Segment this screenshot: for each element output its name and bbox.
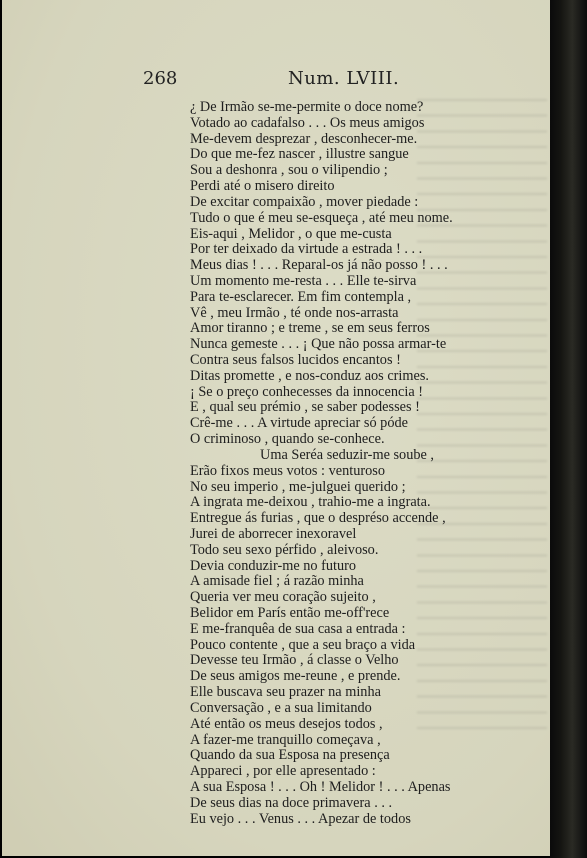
poem-line: Sou a deshonra , sou o vilipendio ; — [190, 162, 388, 179]
poem-line: Devia conduzir-me no futuro — [190, 557, 357, 574]
poem-line: Jurei de aborrecer inexoravel — [190, 525, 357, 542]
book-spine-edge — [550, 0, 587, 858]
poem-line: Entregue ás furias , que o despréso accende , — [190, 510, 446, 527]
poem-line: ¿ De Irmão se-me-permite o doce nome? — [190, 99, 424, 115]
poem-line: No seu imperio , me-julguei querido ; — [190, 478, 406, 495]
poem-line: O criminoso , quando se-conhece. — [190, 431, 385, 448]
poem-line: Conversação , e a sua limitando — [190, 699, 372, 716]
poem-line: Até então os meus desejos todos , — [190, 715, 383, 732]
poem-line: Eis-aqui , Melidor , o que me-custa — [190, 225, 392, 242]
poem-line: De seus amigos me-reune , e prende. — [190, 668, 401, 685]
page-header — [2, 68, 550, 92]
book-page — [2, 0, 550, 856]
poem-line: Me-devem desprezar , desconhecer-me. — [190, 130, 418, 147]
poem-line: Perdi até o misero direito — [190, 178, 335, 195]
poem-line: Uma Seréa seduzir-me soube , — [260, 446, 434, 463]
poem-line: Do que me-fez nascer , illustre sangue — [190, 146, 409, 163]
poem-line: Nunca gemeste . . . ¡ Que não possa armar-te — [190, 336, 447, 353]
poem-line: Votado ao cadafalso . . . Os meus amigos — [190, 114, 425, 131]
poem-line: Appareci , por elle apresentado : — [190, 763, 376, 780]
poem-line: Crê-me . . . A virtude apreciar só póde — [190, 415, 408, 432]
poem-line: Contra seus falsos lucidos encantos ! — [190, 352, 401, 368]
poem-line: Eu vejo . . . Venus . . . Apezar de todos — [190, 810, 411, 827]
poem-line: A amisade fiel ; á razão minha — [190, 573, 364, 590]
poem-line: E me-franquêa de sua casa a entrada : — [190, 620, 406, 637]
poem-line: Erão fixos meus votos : venturoso — [190, 462, 385, 479]
page-number: 268 — [143, 68, 178, 89]
poem-line: A ingrata me-deixou , trahio-me a ingrata. — [190, 494, 431, 511]
poem-line: Pouco contente , que a seu braço a vida — [190, 636, 416, 653]
poem-line: De seus dias na doce primavera . . . — [190, 794, 393, 811]
poem-line: Quando da sua Esposa na presença — [190, 747, 390, 764]
poem-line: Para te-esclarecer. Em fim contempla , — [190, 288, 412, 305]
poem-text — [190, 100, 453, 827]
poem-line: A sua Esposa ! . . . Oh ! Melidor ! . . . Apenas — [190, 778, 451, 795]
poem-line: De excitar compaixão , mover piedade : — [190, 193, 419, 210]
poem-line: Todo seu sexo pérfido , aleivoso. — [190, 541, 379, 558]
poem-line: Amor tiranno ; e treme , se em seus ferros — [190, 320, 430, 337]
poem-line: Um momento me-resta . . . Elle te-sirva — [190, 272, 417, 289]
poem-line: Elle buscava seu prazer na minha — [190, 684, 381, 701]
poem-line: Queria ver meu coração sujeito , — [190, 589, 376, 606]
poem-line: Tudo o que é meu se-esqueça , até meu nome. — [190, 209, 453, 226]
poem-line: Ditas promette , e nos-conduz aos crimes. — [190, 367, 430, 384]
poem-line: Belidor em París então me-off'rece — [190, 605, 390, 621]
poem-line: A fazer-me tranquillo começava , — [190, 731, 381, 748]
poem-line: ¡ Se o preço conhecesses da innocencia ! — [190, 383, 424, 400]
running-title: Num. LVIII. — [288, 68, 400, 89]
poem-line: Meus dias ! . . . Reparal-os já não posso ! . . . — [190, 257, 448, 274]
poem-line: E , qual seu prémio , se saber podesses ! — [190, 399, 420, 416]
poem-line: Devesse teu Irmão , á classe o Velho — [190, 652, 399, 669]
poem-line: Vê , meu Irmão , té onde nos-arrasta — [190, 304, 399, 321]
poem-line: Por ter deixado da virtude a estrada ! . . . — [190, 241, 423, 258]
